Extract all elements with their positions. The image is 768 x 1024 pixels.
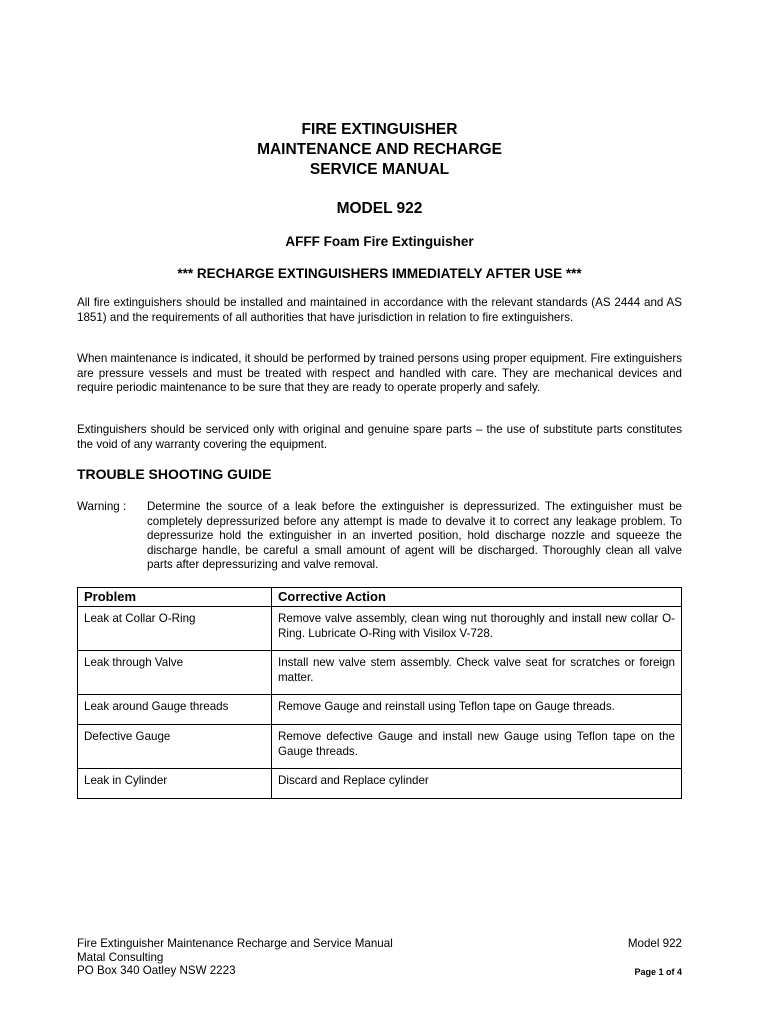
- subtitle: AFFF Foam Fire Extinguisher: [285, 234, 474, 249]
- paragraph-maintenance: When maintenance is indicated, it should be performed by trained persons using proper equipment. Fire extinguishers are pressure vessels and must be treated with respect and handled with care. They are mechanical devices and require periodic maintenance to be sure that they are ready to operate properly and safely.: [77, 352, 682, 395]
- action-cell: Remove defective Gauge and install new Gauge using Teflon tape on the Gauge threads.: [272, 725, 682, 769]
- problem-cell: Leak in Cylinder: [78, 769, 272, 799]
- title-line-3: SERVICE MANUAL: [309, 161, 450, 178]
- action-cell: Remove valve assembly, clean wing nut thoroughly and install new collar O-Ring. Lubricate O-Ring with Visilox V-728.: [272, 607, 682, 651]
- table-row: [78, 607, 682, 651]
- footer-company: Matal Consulting: [77, 950, 164, 964]
- table-row: [78, 725, 682, 769]
- table-row: [78, 769, 682, 799]
- action-cell: Install new valve stem assembly. Check valve seat for scratches or foreign matter.: [272, 651, 682, 695]
- header-corrective-action: Corrective Action: [272, 588, 682, 607]
- table-header-row: [78, 588, 682, 607]
- action-cell: Discard and Replace cylinder: [272, 769, 682, 799]
- document-page: [77, 0, 682, 1024]
- problem-cell: Leak through Valve: [78, 651, 272, 695]
- problem-cell: Leak at Collar O-Ring: [78, 607, 272, 651]
- action-cell: Remove Gauge and reinstall using Teflon tape on Gauge threads.: [272, 695, 682, 725]
- paragraph-standards: All fire extinguishers should be installed and maintained in accordance with the relevant standards (AS 2444 and AS 1851) and the requirements of all authorities that have jurisdiction in relation to fire extinguishers.: [77, 296, 682, 324]
- title-line-2: MAINTENANCE AND RECHARGE: [257, 141, 502, 158]
- warning-text: Determine the source of a leak before the extinguisher is depressurized. The extinguisher must be completely depressurized before any attempt is made to devalve it to correct any leakage problem. To depressurize hold the extinguisher in an inverted position, hold discharge nozzle and squeeze the discharge handle, be careful a small amount of agent will be discharged. Thoroughly clean all valve parts after depressurizing and valve removal.: [147, 500, 682, 572]
- footer-model: Model 922: [627, 937, 682, 950]
- problem-cell: Defective Gauge: [78, 725, 272, 769]
- footer-manual-title: Fire Extinguisher Maintenance Recharge and Service Manual: [77, 937, 393, 950]
- trouble-shooting-table: [77, 587, 682, 799]
- header-problem: Problem: [78, 588, 272, 607]
- recharge-warning: *** RECHARGE EXTINGUISHERS IMMEDIATELY AFTER USE ***: [177, 266, 582, 281]
- footer-address: [77, 937, 682, 978]
- page-number: Page 1 of 4: [634, 967, 682, 977]
- table-row: [78, 651, 682, 695]
- paragraph-spare-parts: Extinguishers should be serviced only with original and genuine spare parts – the use of substitute parts constitutes the void of any warranty covering the equipment.: [77, 423, 682, 451]
- title-line-1: FIRE EXTINGUISHER: [301, 121, 458, 138]
- section-heading: TROUBLE SHOOTING GUIDE: [77, 466, 272, 482]
- warning-label: Warning :: [77, 500, 127, 513]
- model-heading: MODEL 922: [336, 200, 423, 217]
- table-row: [78, 695, 682, 725]
- footer-po-box: PO Box 340 Oatley NSW 2223: [77, 964, 236, 977]
- problem-cell: Leak around Gauge threads: [78, 695, 272, 725]
